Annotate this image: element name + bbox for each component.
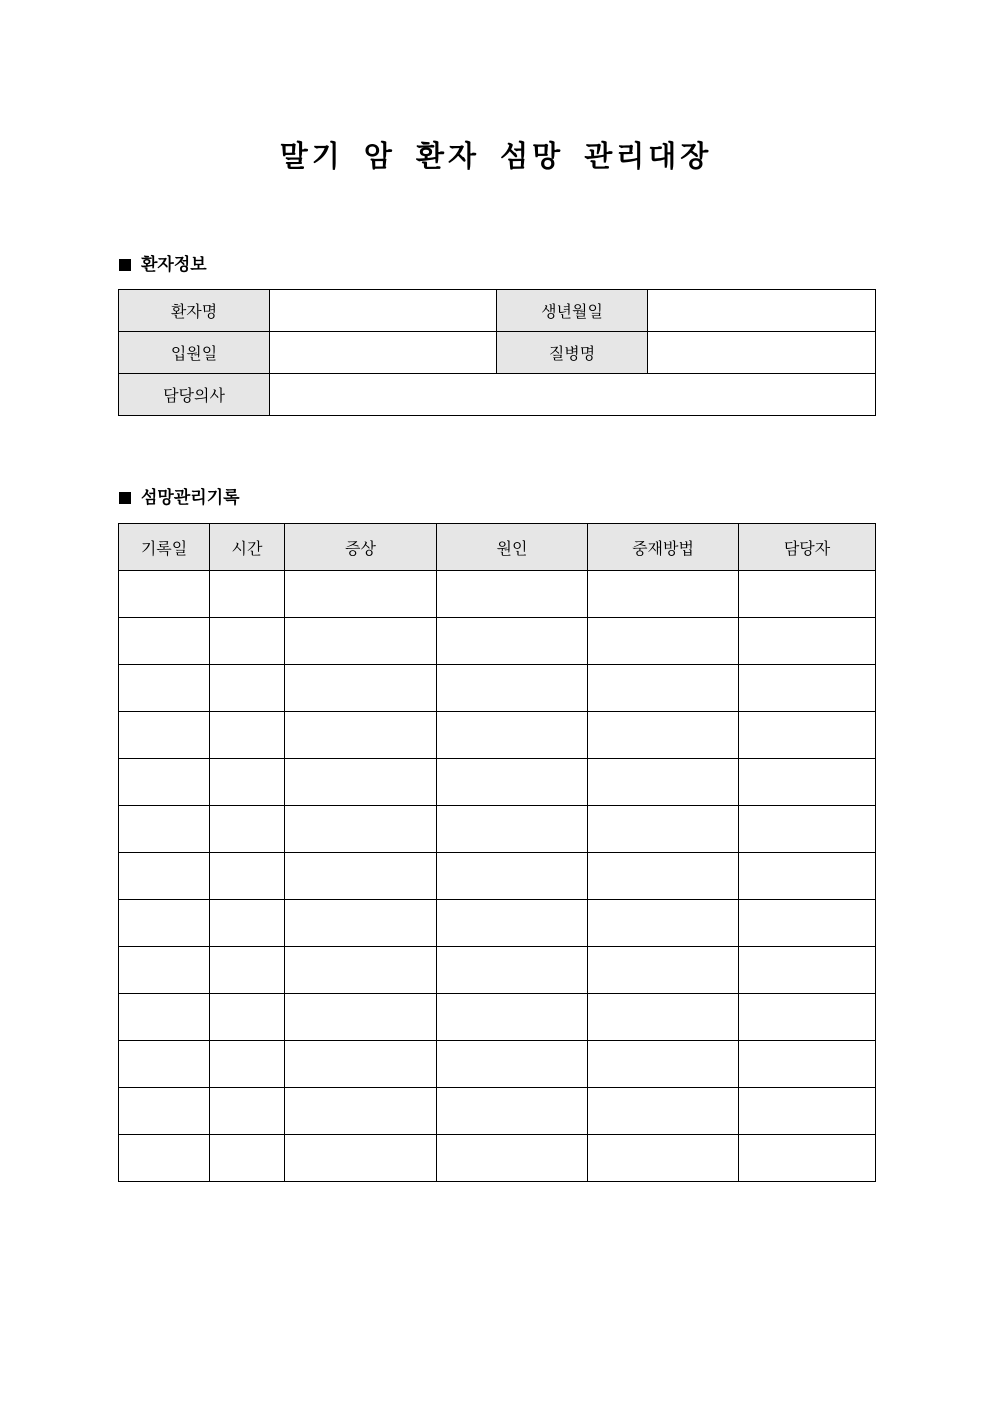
symptom-cell[interactable] — [285, 571, 437, 618]
time-cell[interactable] — [210, 1135, 285, 1182]
patient-info-row-3 — [119, 374, 876, 416]
intervention-cell[interactable] — [588, 571, 739, 618]
diagnosis-label: 질병명 — [497, 332, 648, 374]
time-cell[interactable] — [210, 994, 285, 1041]
symptom-cell[interactable] — [285, 712, 437, 759]
square-bullet-icon — [119, 259, 131, 271]
staff-cell[interactable] — [739, 571, 876, 618]
time-cell[interactable] — [210, 900, 285, 947]
record-date-cell[interactable] — [119, 759, 210, 806]
table-row — [119, 1088, 876, 1135]
cause-cell[interactable] — [437, 947, 588, 994]
cause-cell[interactable] — [437, 1041, 588, 1088]
table-row — [119, 900, 876, 947]
admission-date-field[interactable] — [270, 332, 497, 374]
record-date-cell[interactable] — [119, 618, 210, 665]
intervention-cell[interactable] — [588, 853, 739, 900]
time-cell[interactable] — [210, 1088, 285, 1135]
cause-cell[interactable] — [437, 994, 588, 1041]
cause-cell[interactable] — [437, 806, 588, 853]
records-heading-text: 섬망관리기록 — [141, 488, 240, 508]
symptom-cell[interactable] — [285, 665, 437, 712]
intervention-cell[interactable] — [588, 994, 739, 1041]
cause-cell[interactable] — [437, 1088, 588, 1135]
staff-cell[interactable] — [739, 806, 876, 853]
record-date-cell[interactable] — [119, 1041, 210, 1088]
cause-cell[interactable] — [437, 900, 588, 947]
intervention-cell[interactable] — [588, 1088, 739, 1135]
patient-info-row-2 — [119, 332, 876, 374]
table-row — [119, 853, 876, 900]
time-cell[interactable] — [210, 759, 285, 806]
record-date-cell[interactable] — [119, 947, 210, 994]
diagnosis-field[interactable] — [648, 332, 876, 374]
symptom-cell[interactable] — [285, 759, 437, 806]
symptom-cell[interactable] — [285, 1135, 437, 1182]
records-header-row — [119, 524, 876, 571]
intervention-cell[interactable] — [588, 806, 739, 853]
record-date-cell[interactable] — [119, 571, 210, 618]
symptom-cell[interactable] — [285, 853, 437, 900]
table-row — [119, 759, 876, 806]
symptom-cell[interactable] — [285, 994, 437, 1041]
symptom-cell[interactable] — [285, 947, 437, 994]
time-cell[interactable] — [210, 853, 285, 900]
table-row — [119, 947, 876, 994]
record-date-cell[interactable] — [119, 1135, 210, 1182]
intervention-cell[interactable] — [588, 618, 739, 665]
staff-cell[interactable] — [739, 1135, 876, 1182]
column-header-cause: 원인 — [437, 524, 588, 571]
time-cell[interactable] — [210, 571, 285, 618]
cause-cell[interactable] — [437, 853, 588, 900]
column-header-intervention: 중재방법 — [588, 524, 739, 571]
page-title: 말기 암 환자 섬망 관리대장 — [279, 139, 713, 173]
symptom-cell[interactable] — [285, 1088, 437, 1135]
delirium-records-table — [118, 523, 876, 1182]
staff-cell[interactable] — [739, 618, 876, 665]
patient-info-row-1 — [119, 290, 876, 332]
record-date-cell[interactable] — [119, 665, 210, 712]
cause-cell[interactable] — [437, 665, 588, 712]
staff-cell[interactable] — [739, 665, 876, 712]
patient-name-field[interactable] — [270, 290, 497, 332]
record-date-cell[interactable] — [119, 853, 210, 900]
intervention-cell[interactable] — [588, 900, 739, 947]
table-row — [119, 571, 876, 618]
table-row — [119, 712, 876, 759]
cause-cell[interactable] — [437, 759, 588, 806]
intervention-cell[interactable] — [588, 947, 739, 994]
record-date-cell[interactable] — [119, 806, 210, 853]
column-header-symptom: 증상 — [285, 524, 437, 571]
birthdate-field[interactable] — [648, 290, 876, 332]
time-cell[interactable] — [210, 712, 285, 759]
record-date-cell[interactable] — [119, 712, 210, 759]
column-header-record-date: 기록일 — [119, 524, 210, 571]
staff-cell[interactable] — [739, 994, 876, 1041]
time-cell[interactable] — [210, 1041, 285, 1088]
cause-cell[interactable] — [437, 712, 588, 759]
table-row — [119, 806, 876, 853]
staff-cell[interactable] — [739, 947, 876, 994]
patient-info-heading — [119, 253, 207, 277]
attending-doctor-field[interactable] — [270, 374, 876, 416]
time-cell[interactable] — [210, 618, 285, 665]
table-row — [119, 1041, 876, 1088]
column-header-staff: 담당자 — [739, 524, 876, 571]
intervention-cell[interactable] — [588, 1135, 739, 1182]
attending-doctor-label: 담당의사 — [119, 374, 270, 416]
table-row — [119, 618, 876, 665]
table-row — [119, 1135, 876, 1182]
birthdate-label: 생년월일 — [497, 290, 648, 332]
patient-info-table — [118, 289, 876, 416]
intervention-cell[interactable] — [588, 759, 739, 806]
intervention-cell[interactable] — [588, 665, 739, 712]
intervention-cell[interactable] — [588, 712, 739, 759]
record-date-cell[interactable] — [119, 994, 210, 1041]
time-cell[interactable] — [210, 665, 285, 712]
staff-cell[interactable] — [739, 712, 876, 759]
staff-cell[interactable] — [739, 759, 876, 806]
staff-cell[interactable] — [739, 853, 876, 900]
symptom-cell[interactable] — [285, 618, 437, 665]
symptom-cell[interactable] — [285, 1041, 437, 1088]
patient-name-label: 환자명 — [119, 290, 270, 332]
record-date-cell[interactable] — [119, 1088, 210, 1135]
staff-cell[interactable] — [739, 900, 876, 947]
patient-info-heading-text: 환자정보 — [141, 255, 207, 275]
admission-date-label: 입원일 — [119, 332, 270, 374]
time-cell[interactable] — [210, 806, 285, 853]
time-cell[interactable] — [210, 947, 285, 994]
symptom-cell[interactable] — [285, 900, 437, 947]
table-row — [119, 665, 876, 712]
records-heading — [119, 486, 240, 510]
intervention-cell[interactable] — [588, 1041, 739, 1088]
table-row — [119, 994, 876, 1041]
staff-cell[interactable] — [739, 1041, 876, 1088]
staff-cell[interactable] — [739, 1088, 876, 1135]
record-date-cell[interactable] — [119, 900, 210, 947]
cause-cell[interactable] — [437, 1135, 588, 1182]
cause-cell[interactable] — [437, 618, 588, 665]
symptom-cell[interactable] — [285, 806, 437, 853]
square-bullet-icon — [119, 492, 131, 504]
column-header-time: 시간 — [210, 524, 285, 571]
cause-cell[interactable] — [437, 571, 588, 618]
